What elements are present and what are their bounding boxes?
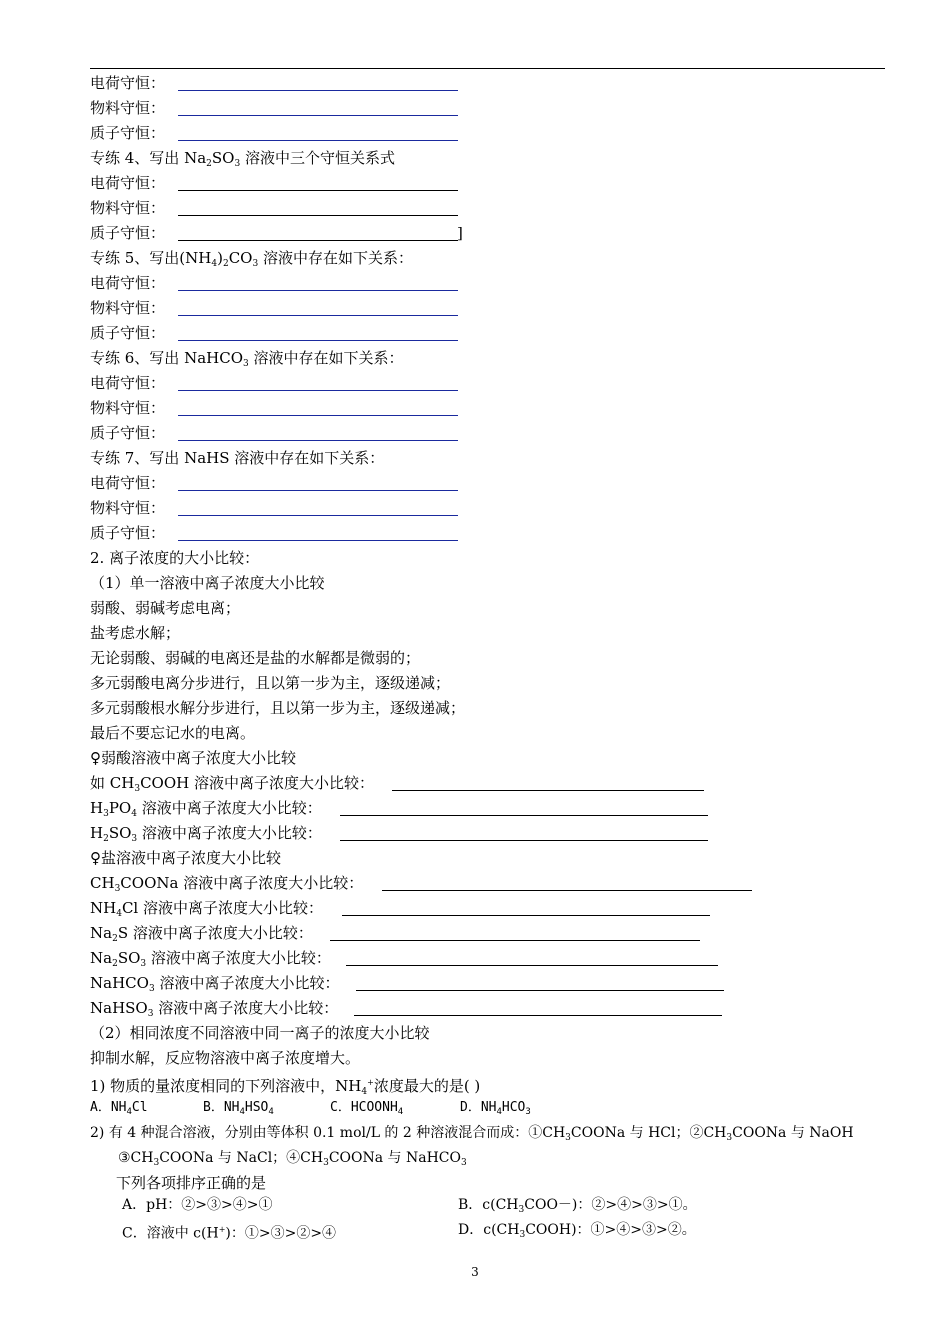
- answer-blank[interactable]: [178, 540, 458, 541]
- paragraph: 盐考虑水解；: [90, 624, 181, 642]
- answer-blank[interactable]: [356, 990, 724, 991]
- question-2-stem-cont: $③CH_3COONa$ 与 NaCl；$④CH_3COONa$ 与 NaHCO$_3$: [118, 1150, 467, 1168]
- answer-blank[interactable]: [330, 940, 700, 941]
- subsection-1-title: （1）单一溶液中离子浓度大小比较: [90, 574, 325, 592]
- answer-blank[interactable]: [178, 140, 458, 141]
- question-2-option-b[interactable]: B．$c(CH_3COO-)$：②>④>③>①。: [458, 1197, 697, 1215]
- answer-blank[interactable]: [178, 215, 458, 216]
- question-2-option-a[interactable]: A．pH：②>③>④>①: [122, 1197, 273, 1213]
- charge-conservation-label: 电荷守恒：: [90, 274, 166, 292]
- answer-blank[interactable]: [178, 490, 458, 491]
- material-conservation-label: 物料守恒：: [90, 399, 166, 417]
- weak-acid-heading: ♀弱酸溶液中离子浓度大小比较: [90, 749, 296, 767]
- answer-blank[interactable]: [340, 815, 708, 816]
- answer-blank[interactable]: [392, 790, 704, 791]
- proton-conservation-label: 质子守恒：: [90, 524, 166, 542]
- charge-conservation-label: 电荷守恒：: [90, 74, 166, 92]
- question-2-option-d[interactable]: D．$c(CH_3COOH)$：①>④>③>②。: [458, 1222, 696, 1240]
- exercise-7-title: 专练 7、写出 NaHS 溶液中存在如下关系：: [90, 449, 385, 467]
- answer-blank[interactable]: [178, 340, 458, 341]
- question-1-stem: 1) 物质的量浓度相同的下列溶液中，$NH_4^+$浓度最大的是( ): [90, 1077, 481, 1097]
- section-2-title: 2. 离子浓度的大小比较：: [90, 549, 260, 567]
- paragraph: 多元弱酸根水解分步进行，且以第一步为主，逐级递减；: [90, 699, 466, 717]
- paragraph: 无论弱酸、弱碱的电离还是盐的水解都是微弱的；: [90, 649, 421, 667]
- proton-conservation-label: 质子守恒：: [90, 124, 166, 142]
- question-1-option-a[interactable]: A．$NH_4Cl$: [90, 1100, 148, 1117]
- material-conservation-label: 物料守恒：: [90, 299, 166, 317]
- answer-blank[interactable]: [178, 415, 458, 416]
- answer-blank[interactable]: [178, 440, 458, 441]
- subsection-2-title: （2）相同浓度不同溶液中同一离子的浓度大小比较: [90, 1024, 430, 1042]
- material-conservation-label: 物料守恒：: [90, 499, 166, 517]
- proton-conservation-label: 质子守恒：: [90, 224, 166, 242]
- answer-blank[interactable]: [354, 1015, 722, 1016]
- answer-blank[interactable]: [178, 190, 458, 191]
- answer-blank[interactable]: [346, 965, 718, 966]
- charge-conservation-label: 电荷守恒：: [90, 374, 166, 392]
- answer-blank[interactable]: [178, 290, 458, 291]
- answer-blank[interactable]: [178, 390, 458, 391]
- salt-item: $Na_2S$ 溶液中离子浓度大小比较：: [90, 924, 313, 944]
- salt-item: NaHSO$_3$ 溶液中离子浓度大小比较：: [90, 999, 339, 1019]
- paragraph: 多元弱酸电离分步进行，且以第一步为主，逐级递减；: [90, 674, 451, 692]
- paragraph: 最后不要忘记水的电离。: [90, 724, 256, 742]
- exercise-5-title: 专练 5、写出$(NH_4)_2CO_3$ 溶液中存在如下关系：: [90, 249, 413, 269]
- question-1-option-b[interactable]: B．$NH_4HSO_4$: [203, 1100, 274, 1117]
- material-conservation-label: 物料守恒：: [90, 99, 166, 117]
- proton-conservation-label: 质子守恒：: [90, 424, 166, 442]
- answer-blank[interactable]: [178, 515, 458, 516]
- question-2-option-c[interactable]: C．溶液中 c(H+)：①>③>②>④: [122, 1225, 337, 1242]
- weak-acid-item: $H_2SO_3$ 溶液中离子浓度大小比较：: [90, 824, 322, 844]
- paragraph: 弱酸、弱碱考虑电离；: [90, 599, 241, 617]
- salt-heading: ♀盐溶液中离子浓度大小比较: [90, 849, 281, 867]
- weak-acid-item: 如 $CH_3COOH$ 溶液中离子浓度大小比较：: [90, 774, 374, 794]
- charge-conservation-label: 电荷守恒：: [90, 474, 166, 492]
- question-1-option-d[interactable]: D．$NH_4HCO_3$: [460, 1100, 531, 1117]
- paragraph: 抑制水解，反应物溶液中离子浓度增大。: [90, 1049, 361, 1067]
- answer-blank[interactable]: [340, 840, 708, 841]
- answer-blank[interactable]: [178, 90, 458, 91]
- charge-conservation-label: 电荷守恒：: [90, 174, 166, 192]
- salt-item: NaHCO$_3$ 溶液中离子浓度大小比较：: [90, 974, 340, 994]
- answer-blank[interactable]: [178, 315, 458, 316]
- question-2-stem: 2) 有 4 种混合溶液，分别由等体积 0.1 mol/L 的 2 种溶液混合而成：$①CH_3COONa$ 与 HCl；$②CH_3COONa$ 与 NaOH: [90, 1125, 854, 1143]
- answer-blank[interactable]: [178, 240, 458, 241]
- bracket-mark: ]: [457, 224, 463, 242]
- answer-blank[interactable]: [342, 915, 710, 916]
- salt-item: $Na_2SO_3$ 溶液中离子浓度大小比较：: [90, 949, 331, 969]
- question-2-prompt: 下列各项排序正确的是: [116, 1174, 267, 1192]
- header-rule: [90, 68, 885, 69]
- salt-item: $NH_4Cl$ 溶液中离子浓度大小比较：: [90, 899, 323, 919]
- answer-blank[interactable]: [178, 115, 458, 116]
- proton-conservation-label: 质子守恒：: [90, 324, 166, 342]
- material-conservation-label: 物料守恒：: [90, 199, 166, 217]
- salt-item: $CH_3COONa$ 溶液中离子浓度大小比较：: [90, 874, 364, 894]
- exercise-6-title: 专练 6、写出 NaHCO$_3$ 溶液中存在如下关系：: [90, 349, 404, 369]
- exercise-4-title: 专练 4、写出 $Na_2SO_3$ 溶液中三个守恒关系式: [90, 149, 395, 169]
- page-number: 3: [471, 1265, 479, 1279]
- answer-blank[interactable]: [382, 890, 752, 891]
- weak-acid-item: $H_3PO_4$ 溶液中离子浓度大小比较：: [90, 799, 322, 819]
- question-1-option-c[interactable]: C．$HCOONH_4$: [330, 1100, 404, 1117]
